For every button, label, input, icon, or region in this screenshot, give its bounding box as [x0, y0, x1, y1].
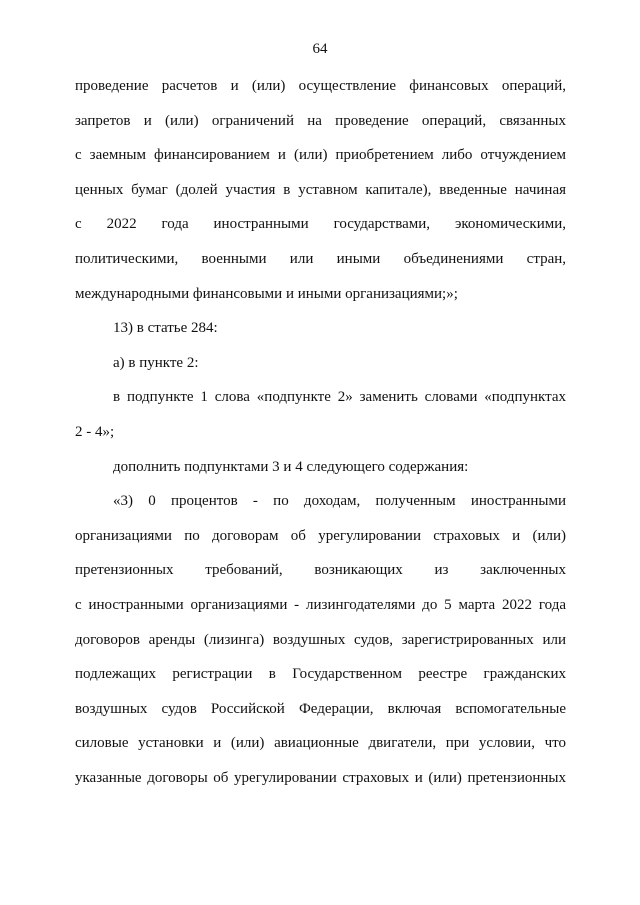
- text-line: с заемным финансированием и (или) приобретением либо отчуждением: [75, 147, 566, 164]
- text-line: дополнить подпунктами 3 и 4 следующего содержания:: [113, 458, 469, 475]
- text-line: договоров аренды (лизинга) воздушных судов, зарегистрированных или: [75, 631, 566, 648]
- text-line: «3) 0 процентов - по доходам, полученным иностранными: [113, 493, 566, 510]
- text-line: воздушных судов Российской Федерации, включая вспомогательные: [75, 700, 566, 717]
- text-line: запретов и (или) ограничений на проведение операций, связанных: [75, 112, 566, 129]
- text-line: с иностранными организациями - лизингодателями до 5 марта 2022 года: [75, 596, 566, 613]
- text-line: политическими, военными или иными объединениями стран,: [75, 250, 566, 267]
- paragraph-heading: 13) в статье 284:: [113, 320, 218, 337]
- text-line: с 2022 года иностранными государствами, экономическими,: [75, 216, 566, 233]
- paragraph-heading: а) в пункте 2:: [113, 354, 199, 371]
- text-line: организациями по договорам об урегулировании страховых и (или): [75, 527, 566, 544]
- text-line: международными финансовыми и иными организациями;»;: [75, 285, 458, 302]
- document-body: [75, 76, 566, 802]
- text-line: силовые установки и (или) авиационные двигатели, при условии, что: [75, 735, 566, 752]
- text-line: ценных бумаг (долей участия в уставном капитале), введенные начиная: [75, 181, 566, 198]
- page-number: 64: [312, 41, 328, 57]
- text-line: претензионных требований, возникающих из заключенных: [75, 562, 566, 579]
- text-line: указанные договоры об урегулировании страховых и (или) претензионных: [75, 769, 566, 786]
- text-line: в подпункте 1 слова «подпункте 2» заменить словами «подпунктах: [113, 389, 566, 406]
- text-line: 2 - 4»;: [75, 423, 115, 440]
- text-line: проведение расчетов и (или) осуществление финансовых операций,: [75, 78, 566, 94]
- text-line: подлежащих регистрации в Государственном реестре гражданских: [75, 666, 566, 683]
